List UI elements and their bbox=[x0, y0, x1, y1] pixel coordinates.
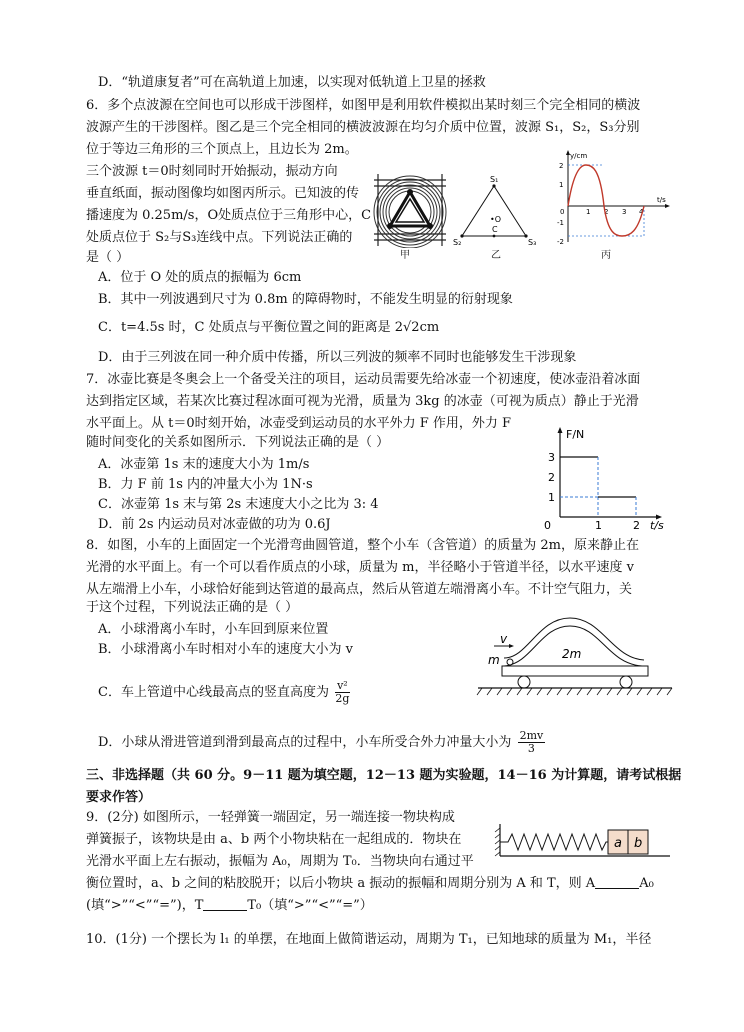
q6-figure-yi bbox=[452, 172, 542, 252]
q8-stem-line: 8．如图，小车的上面固定一个光滑弯曲圆管道，整个小车（含管道）的质量为 2m，原来静止在 bbox=[86, 538, 640, 553]
q7-stem-line: 达到指定区域，若某次比赛过程冰面可视为光滑，质量为 3kg 的冰壶（可视为质点）静止于光滑 bbox=[86, 394, 639, 409]
q7-y-tick: 3 bbox=[548, 451, 555, 464]
q7-stem-line: 7．冰壶比赛是冬奥会上一个备受关注的项目，运动员需要先给冰壶一个初速度，使冰壶沿着冰面 bbox=[86, 372, 641, 387]
q7-option-c: C．冰壶第 1s 末与第 2s 末速度大小之比为 3: 4 bbox=[98, 497, 379, 512]
q6-stem-line: 处质点位于 S₂与S₃连线中点。下列说法正确的 bbox=[86, 230, 353, 245]
q10-stem-line: 10．(1分) 一个摆长为 l₁ 的单摆，在地面上做简谐运动，周期为 T₁，已知地球的质量为 M₁，半径 bbox=[86, 932, 652, 947]
q8-option-c-text: C．车上管道中心线最高点的竖直高度为 bbox=[98, 685, 329, 700]
q9-label-b: b bbox=[634, 836, 643, 851]
q6-t-tick: 1 bbox=[586, 208, 591, 216]
q9-answer-blank-2[interactable] bbox=[203, 898, 247, 911]
q6-option-d: D．由于三列波在同一种介质中传播，所以三列波的频率不同时也能够发生干涉现象 bbox=[98, 350, 577, 365]
q9-spring-figure bbox=[494, 810, 672, 866]
q7-stem-line: 水平面上。从 t＝0时刻开始，冰壶受到运动员的水平外力 F 作用，外力 F bbox=[86, 416, 512, 431]
q6-y-tick: -2 bbox=[557, 238, 564, 246]
q7-stem-line: 随时间变化的关系如图所示．下列说法正确的是（ ） bbox=[86, 435, 390, 450]
q7-x-tick: 2 bbox=[633, 519, 640, 532]
q7-y-tick: 1 bbox=[548, 491, 555, 504]
q6-option-a: A．位于 O 处的质点的振幅为 6cm bbox=[98, 270, 302, 285]
q6-fig-yi-caption: 乙 bbox=[491, 250, 501, 261]
q8-option-d-fraction: $\frac{2mv}{3}$ bbox=[519, 729, 544, 755]
q7-option-a: A．冰壶第 1s 末的速度大小为 1m/s bbox=[98, 457, 310, 472]
q6-label-s1: S₁ bbox=[490, 175, 499, 184]
q6-fig-jia-caption: 甲 bbox=[400, 250, 410, 261]
prev-option-d: D．“轨道康复者”可在高轨道上加速，以实现对低轨道上卫星的拯救 bbox=[98, 75, 486, 90]
q6-stem-line: 波源产生的干涉图样。图乙是三个完全相同的横波波源在均匀介质中位置，波源 S₁，S₂，S₃分别 bbox=[86, 120, 640, 135]
q9-answer-blank-1[interactable] bbox=[595, 876, 639, 889]
q7-option-d: D．前 2s 内运动员对冰壶做的功为 0.6J bbox=[98, 517, 331, 532]
q9-label-a: a bbox=[614, 836, 622, 851]
q6-y-tick: 1 bbox=[559, 181, 564, 189]
q8-label-2m: 2m bbox=[562, 647, 582, 661]
q7-x-label: t/s bbox=[650, 519, 664, 532]
q7-x-tick: 0 bbox=[544, 519, 551, 532]
q8-option-c bbox=[98, 680, 352, 705]
q6-t-tick: 4 bbox=[639, 208, 644, 216]
q6-y-unit: y/cm bbox=[570, 152, 588, 160]
q8-stem-line: 于这个过程，下列说法正确的是（ ） bbox=[86, 600, 299, 615]
q6-label-o: •O bbox=[490, 215, 502, 224]
q9-stem-line: 光滑水平面上左右振动，振幅为 A₀，周期为 T₀．当物块向右通过平 bbox=[86, 854, 474, 869]
q8-option-d bbox=[98, 730, 547, 755]
q6-stem-line: 垂直纸面，振动图像均如图丙所示。已知波的传 bbox=[86, 186, 360, 201]
q6-option-c: C．t=4.5s 时，C 处质点与平衡位置之间的距离是 2√2cm bbox=[98, 320, 440, 335]
q6-stem-line: 三个波源 t＝0时刻同时开始振动，振动方向 bbox=[86, 164, 338, 179]
q6-label-c: C bbox=[492, 225, 498, 234]
q6-y-tick: -1 bbox=[557, 219, 564, 227]
q6-option-b: B．其中一列波遇到尺寸为 0.8m 的障碍物时，不能发生明显的衍射现象 bbox=[98, 292, 513, 307]
section-heading: 要求作答） bbox=[86, 790, 152, 805]
q9-stem-line: 弹簧振子，该物块是由 a、b 两个小物块粘在一起组成的．物块在 bbox=[86, 832, 462, 847]
q7-force-time-chart bbox=[530, 425, 670, 533]
q9-stem-line: 衡位置时，a、b 之间的粘胶脱开；以后小物块 a 振动的振幅和周期分别为 A 和 T，则 A A₀ bbox=[86, 876, 654, 891]
q8-option-d-text: D．小球从滑进管道到滑到最高点的过程中，小车所受合外力冲量大小为 bbox=[98, 735, 512, 750]
q6-stem-line: 6．多个点波源在空间也可以形成干涉图样，如图甲是利用软件模拟出某时刻三个完全相同的横波 bbox=[86, 98, 641, 113]
section-heading: 三、非选择题（共 60 分。9－11 题为填空题，12－13 题为实验题，14－16 为计算题，请考试根据 bbox=[86, 768, 682, 783]
q8-option-a: A．小球滑离小车时，小车回到原来位置 bbox=[98, 622, 329, 637]
q8-label-v: v bbox=[500, 632, 508, 646]
q8-option-c-fraction: $\frac{\text{v²}}{2g}$ bbox=[335, 679, 350, 705]
q6-fig-bing-caption: 丙 bbox=[601, 250, 611, 261]
q6-stem-line: 播速度为 0.25m/s，O处质点位于三角形中心，C bbox=[86, 208, 372, 223]
q8-option-b: B．小球滑离小车时相对小车的速度大小为 v bbox=[98, 642, 354, 657]
q6-t-unit: t/s bbox=[657, 196, 666, 204]
q6-t-tick: 2 bbox=[604, 208, 609, 216]
q6-label-s2: S₂ bbox=[453, 238, 462, 247]
q8-label-m: m bbox=[488, 653, 500, 667]
q6-stem-line: 位于等边三角形的三个顶点上，且边长为 2m。 bbox=[86, 142, 358, 157]
q6-y-tick: 0 bbox=[560, 208, 565, 216]
q8-stem-line: 光滑的水平面上。有一个可以看作质点的小球，质量为 m，半径略小于管道半径，以水平速度 v bbox=[86, 560, 634, 575]
q8-cart-figure bbox=[474, 616, 674, 704]
q6-figure-jia bbox=[372, 172, 448, 248]
q7-y-tick: 2 bbox=[548, 471, 555, 484]
q6-t-tick: 3 bbox=[622, 208, 627, 216]
q7-option-b: B．力 F 前 1s 内的冲量大小为 1N·s bbox=[98, 477, 313, 492]
q8-stem-line: 从左端滑上小车，小球恰好能到达管道的最高点，然后从管道左端滑离小车。不计空气阻力，关 bbox=[86, 582, 633, 597]
q6-y-tick: 2 bbox=[559, 162, 564, 170]
q9-stem-line: (填“>”“<”“=”)，T T₀（填“>”“<”“=”） bbox=[86, 898, 373, 913]
q7-x-tick: 1 bbox=[595, 519, 602, 532]
q6-stem-line: 是（ ） bbox=[86, 250, 130, 265]
q9-stem-line: 9．(2分) 如图所示，一轻弹簧一端固定，另一端连接一物块构成 bbox=[86, 810, 455, 825]
q6-label-s3: S₃ bbox=[528, 238, 537, 247]
q6-figure-bing bbox=[548, 148, 678, 248]
q7-y-label: F/N bbox=[566, 428, 585, 441]
